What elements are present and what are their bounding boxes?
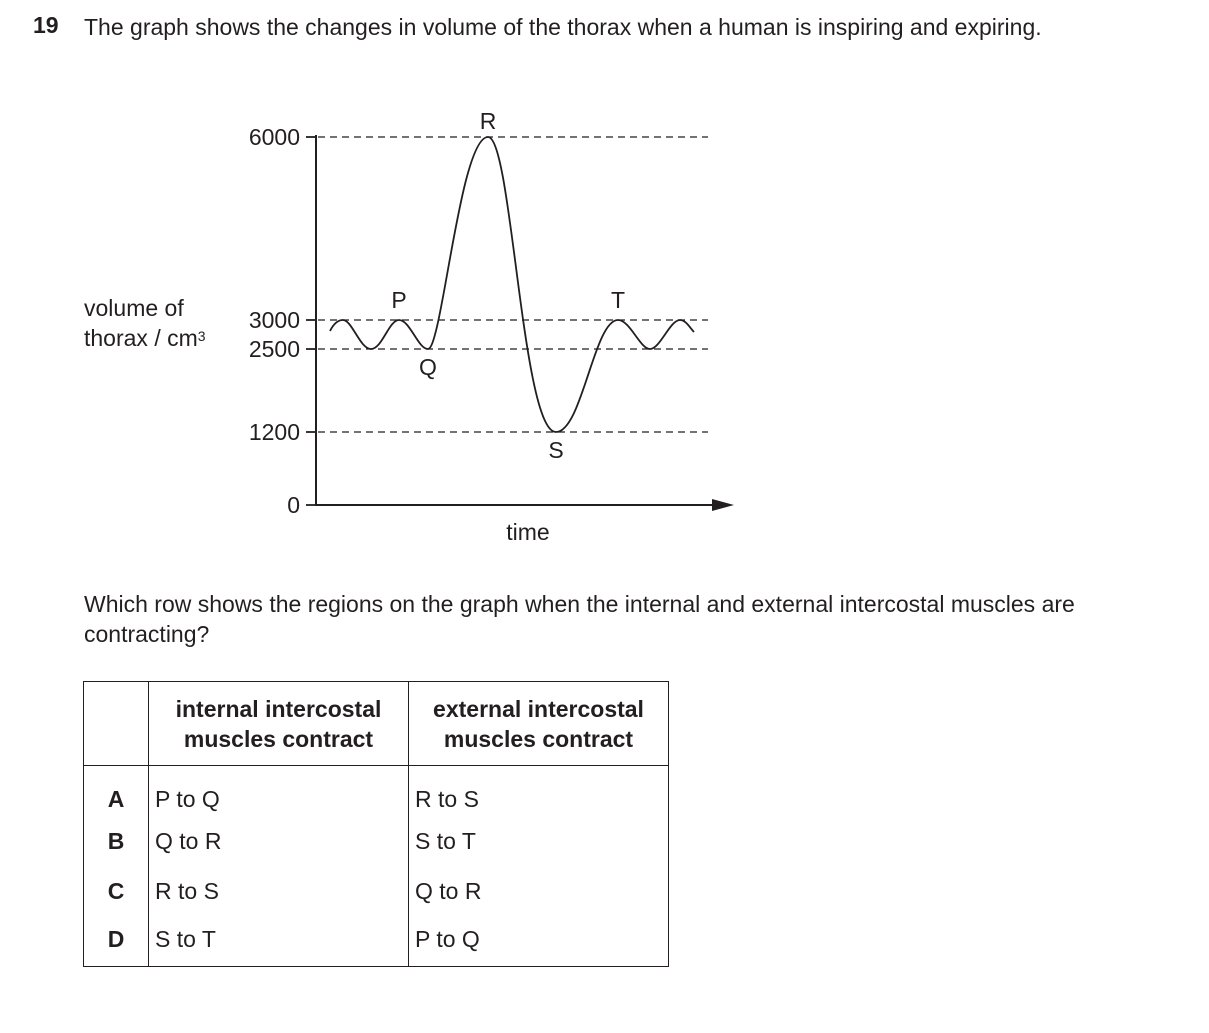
question-text: The graph shows the changes in volume of the thorax when a human is inspiring and expiring.: [84, 14, 1042, 40]
option-external: P to Q: [409, 916, 669, 967]
option-letter: B: [84, 816, 149, 866]
point-label-p: P: [391, 287, 407, 313]
option-internal: S to T: [149, 916, 409, 967]
question-number: 19: [33, 12, 59, 38]
y-tick-label: 2500: [248, 336, 300, 362]
y-tick-label: 1200: [248, 419, 300, 445]
volume-curve: [330, 137, 694, 432]
y-tick-label: 3000: [248, 307, 300, 333]
option-row-a[interactable]: [84, 766, 669, 817]
option-external: S to T: [409, 816, 669, 866]
option-letter: A: [84, 766, 149, 817]
y-axis-label-unit: thorax / cm: [84, 325, 198, 351]
option-external: Q to R: [409, 866, 669, 916]
point-label-t: T: [610, 287, 626, 313]
x-axis-arrowhead: [712, 499, 734, 511]
option-row-c[interactable]: [84, 866, 669, 916]
point-label-s: S: [548, 437, 564, 463]
table-header-row: [84, 682, 669, 766]
x-axis-label: time: [506, 519, 550, 545]
point-label-q: Q: [419, 354, 437, 380]
option-letter: C: [84, 866, 149, 916]
point-labels: [391, 108, 625, 463]
option-letter: D: [84, 916, 149, 967]
table-header-blank: [84, 682, 149, 766]
option-row-b[interactable]: [84, 816, 669, 866]
answer-table: [83, 681, 669, 967]
y-tick-label: 6000: [248, 124, 300, 150]
option-external: R to S: [409, 766, 669, 817]
axes: [316, 135, 734, 511]
y-axis-label-line1: volume of: [84, 295, 184, 321]
option-row-d[interactable]: [84, 916, 669, 967]
option-internal: P to Q: [149, 766, 409, 817]
y-ticks: [249, 124, 316, 518]
y-tick-label: 0: [287, 492, 300, 518]
point-label-r: R: [479, 108, 497, 134]
question-prompt: Which row shows the regions on the graph when the internal and external intercostal muscles are contracting?: [84, 591, 1075, 647]
option-internal: Q to R: [149, 816, 409, 866]
table-header-external: external intercostal muscles contract: [409, 682, 669, 766]
reference-lines: [318, 137, 708, 432]
y-axis-label-superscript: 3: [197, 328, 206, 344]
option-internal: R to S: [149, 866, 409, 916]
table-header-internal: internal intercostal muscles contract: [149, 682, 409, 766]
